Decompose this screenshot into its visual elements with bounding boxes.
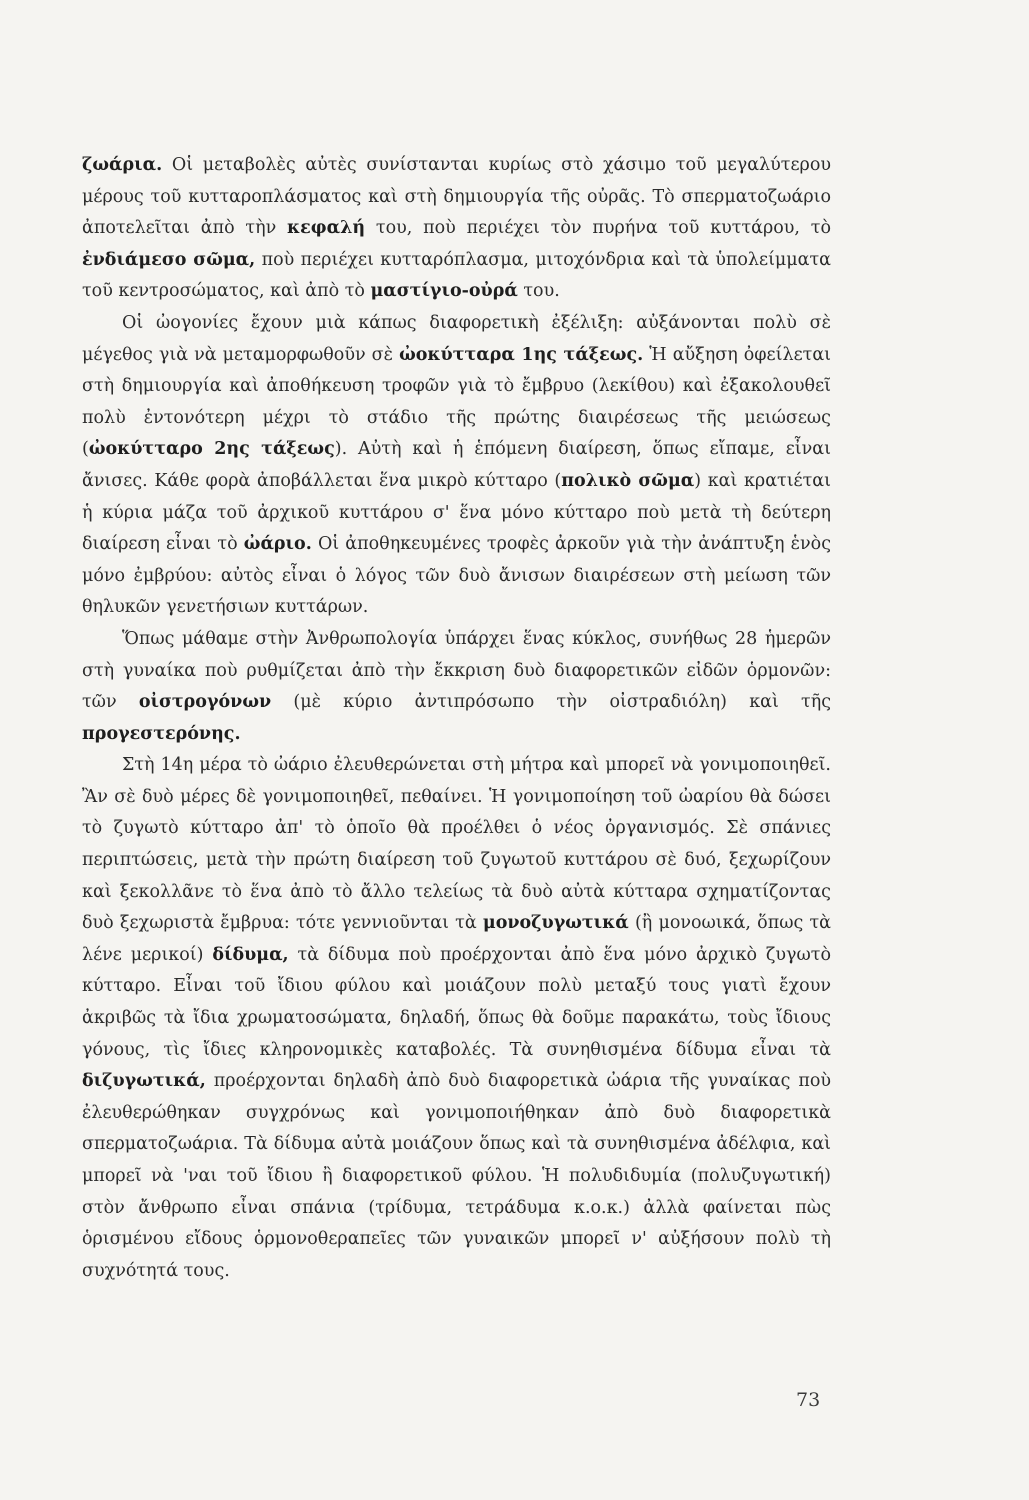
text-run: ). Αὐτὴ καὶ ἡ ἑπόμενη διαίρεση, ὅπως εἴπαμε, εἶναι ἄνισες. Κάθε φορὰ ἀποβάλλεται ἕνα μικρὸ κύτταρο ( [82, 439, 831, 491]
page-body [82, 150, 831, 1287]
paragraph [82, 308, 831, 624]
text-run: Ἡ αὔξηση ὀφείλεται στὴ δημιουργία καὶ ἀποθήκευση τροφῶν γιὰ τὸ ἔμβρυο (λεκίθου) καὶ ἐξακολουθεῖ πολὺ ἐντονότερη μέχρι τὸ στάδιο τῆς πρώτης διαιρέσεως τῆς μειώσεως ( [82, 344, 831, 460]
text-run: ) καὶ κρατιέται ἡ κύρια μάζα τοῦ ἀρχικοῦ κυττάρου σ' ἕνα μόνο κύτταρο ποὺ μετὰ τὴ δεύτερη διαίρεση εἶναι τὸ [82, 470, 831, 555]
paragraph [82, 150, 831, 308]
bold-term: μαστίγιο-οὐρά [370, 281, 518, 302]
text-run: (ἢ μονοωικά, ὅπως τὰ λένε μερικοί) [82, 913, 831, 965]
text-run: Οἱ μεταβολὲς αὐτὲς συνίστανται κυρίως στὸ χάσιμο τοῦ μεγαλύτερου μέρους τοῦ κυτταροπλάσματος καὶ στὴ δημιουργία τῆς οὐρᾶς. Τὸ σπερματοζωάριο ἀποτελεῖται ἀπὸ τὴν [82, 155, 831, 239]
text-run: (μὲ κύριο ἀντιπρόσωπο τὴν οἰστραδιόλη) καὶ τῆς [271, 692, 832, 713]
text-run: Στὴ 14η μέρα τὸ ὠάριο ἐλευθερώνεται στὴ μήτρα καὶ μπορεῖ νὰ γονιμοποιηθεῖ. Ἂν σὲ δυὸ μέρες δὲ γονιμοποιηθεῖ, πεθαίνει. Ἡ γονιμοποίηση τοῦ ὠαρίου θὰ δώσει τὸ ζυγωτὸ κύτταρο ἀπ' τὸ ὁποῖο θὰ προέλθει ὁ νέος ὀργανισμός. Σὲ σπάνιες περιπτώσεις, μετὰ τὴν πρώτη διαίρεση τοῦ ζυγωτοῦ κυττάρου σὲ δυό, ξεχωρίζουν καὶ ξεκολλᾶνε τὸ ἕνα ἀπὸ τὸ ἄλλο τελείως τὰ δυὸ αὐτὰ κύτταρα σχηματίζοντας δυὸ ξεχωριστὰ ἔμβρυα: τότε γεννιοῦνται τὰ [82, 755, 831, 934]
page-number: 73 [796, 1389, 821, 1411]
text-run: του, ποὺ περιέχει τὸν πυρήνα τοῦ κυττάρου, τὸ [365, 218, 831, 239]
bold-term: κεφαλή [287, 218, 366, 239]
bold-term: ζωάρια. [82, 155, 163, 175]
bold-term: οἰστρογόνων [138, 692, 272, 713]
text-run: Οἱ ὠογονίες ἔχουν μιὰ κάπως διαφορετικὴ ἐξέλιξη: αὐξάνονται πολὺ σὲ μέγεθος γιὰ νὰ μεταμορφωθοῦν σὲ [82, 312, 831, 365]
bold-term: πολικὸ σῶμα [561, 470, 695, 491]
bold-term: ἐνδιάμεσο σῶμα, [82, 249, 256, 270]
bold-term: προγεστερόνης. [82, 723, 241, 744]
bold-term: διζυγωτικά, [82, 1071, 206, 1092]
text-run: ποὺ περιέχει κυτταρόπλασμα, μιτοχόνδρια καὶ τὰ ὑπολείμματα τοῦ κεντροσώματος, καὶ ἀπὸ τὸ [82, 249, 831, 302]
text-run: Ὅπως μάθαμε στὴν Ἀνθρωπολογία ὑπάρχει ἕνας κύκλος, συνήθως 28 ἡμερῶν στὴ γυναίκα ποὺ ρυθμίζεται ἀπὸ τὴν ἔκκριση δυὸ διαφορετικῶν εἰδῶν ὁρμονῶν: τῶν [82, 628, 831, 713]
bold-term: ὠοκύτταρο 2ης τάξεως [88, 439, 335, 460]
bold-term: δίδυμα, [212, 944, 289, 965]
bold-term: ὠοκύτταρα 1ης τάξεως. [399, 344, 644, 365]
text-run: του. [517, 281, 560, 302]
text-run: προέρχονται δηλαδὴ ἀπὸ δυὸ διαφορετικὰ ὠάρια τῆς γυναίκας ποὺ ἐλευθερώθηκαν συγχρόνως καὶ γονιμοποιήθηκαν ἀπὸ δυὸ διαφορετικὰ σπερματοζωάρια. Τὰ δίδυμα αὐτὰ μοιάζουν ὅπως καὶ τὰ συνηθισμένα ἀδέλφια, καὶ μπορεῖ νὰ 'ναι τοῦ ἴδιου ἢ διαφορετικοῦ φύλου. Ἡ πολυδιδυμία (πολυζυγωτική) στὸν ἄνθρωπο εἶναι σπάνια (τρίδυμα, τετράδυμα κ.ο.κ.) ἀλλὰ φαίνεται πὼς ὁρισμένου εἴδους ὁρμονοθεραπεῖες τῶν γυναικῶν μπορεῖ ν' αὐξήσουν πολὺ τὴ συχνότητά τους. [82, 1071, 831, 1281]
bold-term: ὠάριο. [243, 534, 312, 555]
text-run: τὰ δίδυμα ποὺ προέρχονται ἀπὸ ἕνα μόνο ἀρχικὸ ζυγωτὸ κύτταρο. Εἶναι τοῦ ἴδιου φύλου καὶ μοιάζουν πολὺ μεταξύ τους γιατὶ ἔχουν ἀκριβῶς τὰ ἴδια χρωματοσώματα, δηλαδή, ὅπως θὰ δοῦμε παρακάτω, τοὺς ἴδιους γόνους, τὶς ἴδιες κληρονομικὲς καταβολές. Τὰ συνηθισμένα δίδυμα εἶναι τὰ [82, 944, 831, 1060]
text-run: Οἱ ἀποθηκευμένες τροφὲς ἀρκοῦν γιὰ τὴν ἀνάπτυξη ἑνὸς μόνο ἐμβρύου: αὐτὸς εἶναι ὁ λόγος τῶν δυὸ ἄνισων διαιρέσεων στὴ μείωση τῶν θηλυκῶν γενετήσιων κυττάρων. [82, 534, 831, 618]
paragraph [82, 750, 831, 1287]
paragraph [82, 624, 831, 750]
bold-term: μονοζυγωτικά [482, 913, 629, 934]
